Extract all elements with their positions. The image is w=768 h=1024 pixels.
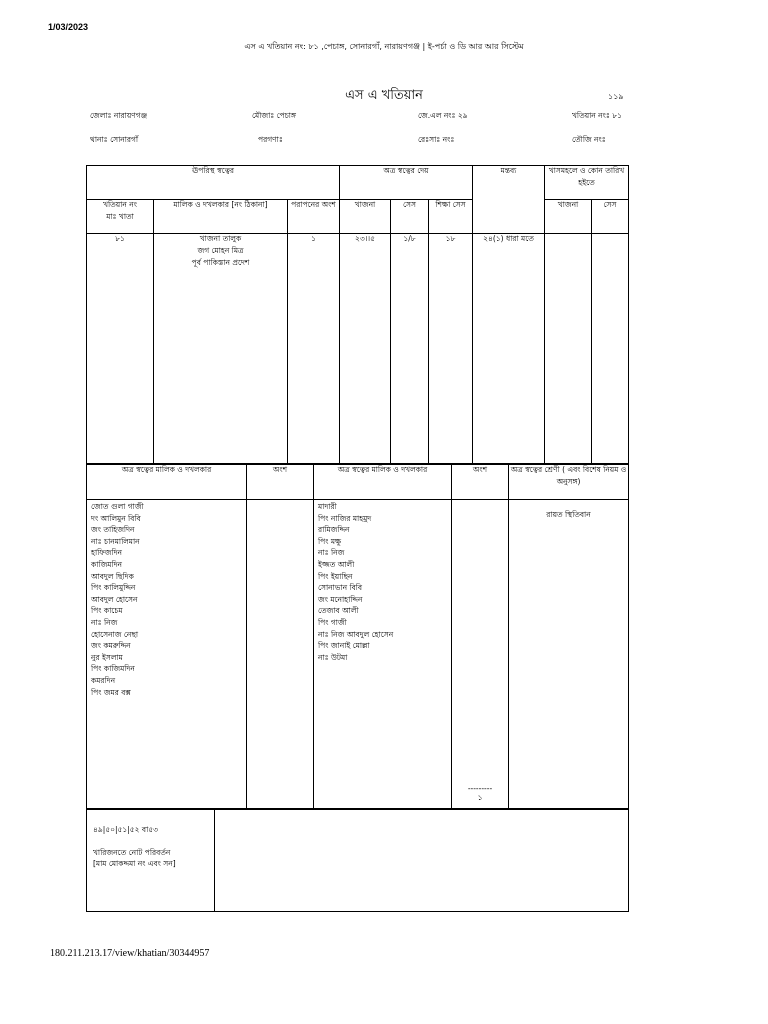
print-date: 1/03/2023	[48, 22, 89, 32]
portion-value: ১	[288, 234, 340, 464]
notes-cell	[215, 810, 629, 912]
owner-list-item: কমরদিন	[91, 675, 116, 685]
note-line-1: খারিজনতে নোট পরিবর্তন	[93, 848, 171, 857]
title-number: ১১৯	[608, 92, 624, 101]
district: জেলাঃ নারায়ণগঞ্জ	[90, 111, 148, 120]
owner-list-item: পিং ইয়াছিন	[318, 571, 353, 581]
khas-mahal-header: খাসমহলে ও কোন তারিখ হইতে	[545, 166, 629, 200]
owner-list-item: হোসেনাজ নেছা	[91, 629, 139, 639]
remark-header: মন্তব্য	[473, 166, 545, 234]
khatian-no-header: খতিয়ান নং মাঃ খাতা	[87, 200, 154, 234]
plots-table	[86, 809, 629, 912]
share-total: ১	[477, 793, 483, 802]
share1-header: অংশ	[247, 465, 314, 500]
owner1-header: অত্র স্বত্বের মালিক ও দখলকার	[87, 465, 247, 500]
ses-header: সেস	[391, 200, 429, 234]
owner-list-item: পিং মক্ষু	[318, 536, 342, 546]
owner-list-item: পিং জমর বক্স	[91, 687, 131, 697]
owner-list-item: পিং কাচেম	[91, 606, 123, 616]
khas-ses-header: সেস	[592, 200, 629, 234]
owner-list-item: নাঃ নিজ	[318, 548, 345, 558]
ses-value: ১/৮	[391, 234, 429, 464]
class-header: অত্র স্বত্বের শ্রেণী ( এবং বিশেষ নিয়ম ও অনুসঙ্গ)	[509, 465, 629, 500]
owner-list-item: পিং গাজী	[318, 617, 347, 627]
share-total-dash: ---------	[467, 784, 493, 793]
portion-header: পরাপনের অংশ	[288, 200, 340, 234]
owner-list-item: জোত গুলা গাজী	[91, 502, 144, 511]
owner-list-item: ইজ্জত আলী	[318, 559, 355, 569]
owner-list-item: রামিজদ্দিন	[318, 525, 350, 535]
owner-list-item: নাঃ চানমালিমান	[91, 536, 140, 546]
khas-khajna-header: খাজনা	[545, 200, 592, 234]
resa-number: রেঃসাঃ নংঃ	[418, 135, 455, 144]
page-subheading: এস এ খতিয়ান নং: ৮১ ,পেচাঙ্গ, সোনারগাঁ, নারায়ণগঞ্জ | ই-পর্চা ও ডি আর আর সিস্টেম	[244, 42, 524, 51]
owner-list-item: পিং কালিমুদ্দিন	[91, 583, 136, 593]
remark-value: ২৪(১) ধারা মতে	[473, 234, 545, 464]
touzi-number: তৌজি নংঃ	[572, 135, 606, 144]
owner-list-item: তেজাব আলী	[318, 606, 359, 616]
owner2-header: অত্র স্বত্বের মালিক ও দখলকার	[314, 465, 452, 500]
khatian-number: খতিয়ান নংঃ ৮১	[572, 111, 622, 120]
owner2-list	[314, 500, 452, 809]
khas-ses-value	[592, 234, 629, 464]
owner-list-item: কাজিমদিন	[91, 559, 123, 569]
khas-khajna-value	[545, 234, 592, 464]
owner-address-value: খাজনা তালুক জগ মোহন মিত্র পূর্ব পাকিস্তান প্রদেশ	[154, 234, 288, 464]
owner-list-item: নাঃ উটমা	[318, 652, 348, 662]
owner-list-item: আবদুল হোসেন	[91, 594, 138, 604]
owner-list-item: নাঃ নিজ আবদুল হোসেন	[318, 629, 394, 639]
khatian-main-table	[86, 165, 629, 464]
owner-list-item: মাদারী	[318, 502, 337, 511]
upper-owner-header: ঊপরিস্থ স্বত্বের	[87, 166, 340, 200]
owner-list-item: জং তাহিজদিন	[91, 525, 135, 535]
owner-list-item: জং মনোহাদ্দিন	[318, 594, 363, 604]
plot-numbers: ৪৯|৫০|৫১|৫২ বা৫৩	[93, 825, 159, 834]
share1-cell	[247, 500, 314, 809]
owner-list-item: আবদুল ছিদিক	[91, 571, 134, 581]
owner-list-item: পিং নাজির মাহমুদ	[318, 513, 372, 523]
owner-list-item: জং কমরুদ্দিন	[91, 641, 131, 651]
source-url[interactable]: 180.211.213.17/view/khatian/30344957	[50, 948, 210, 959]
share2-header: অংশ	[452, 465, 509, 500]
owner-list-item: হাফিজদিন	[91, 548, 123, 558]
note-line-2: [মাম মোকদ্দমা নং এবং সন]	[93, 859, 176, 868]
owner1-list	[87, 500, 247, 809]
owner-list-item: নুর ইসলাম	[91, 652, 123, 662]
owner-list-item: পিং কাজিমদিন	[91, 664, 135, 674]
khatian-value: ৮১	[87, 234, 154, 464]
thana: থানাঃ সোনারগাঁ	[90, 135, 139, 144]
khajna-header: খাজনা	[340, 200, 391, 234]
class-value: রায়ত স্থিতিবান	[509, 500, 629, 809]
shiksha-value: ১৮	[429, 234, 473, 464]
mouza: মৌজাঃ পেচাঙ্গ	[252, 111, 296, 120]
revenue-header: অত্র স্বত্বের দেয়	[340, 166, 473, 200]
owner-list-item: দং আলিমুন বিবি	[91, 513, 141, 523]
owner-address-header: মালিক ও দখলকার [নং ঠিকানা]	[154, 200, 288, 234]
owners-table	[86, 464, 629, 809]
owner-list-item: নাঃ নিজ	[91, 617, 118, 627]
page-title: এস এ খতিয়ান	[345, 88, 423, 103]
jl-number: জে.এল নংঃ ২৯	[418, 111, 468, 120]
pargana: পরগণাঃ	[258, 135, 283, 144]
share2-cell	[452, 500, 509, 809]
owner-list-item: পিং জানাই মোল্লা	[318, 641, 370, 651]
plots-cell	[87, 810, 215, 912]
owner-list-item: সোনাভান বিবি	[318, 583, 363, 593]
khajna-value: ২৩।।৫	[340, 234, 391, 464]
shiksha-ses-header: শিক্ষা সেস	[429, 200, 473, 234]
